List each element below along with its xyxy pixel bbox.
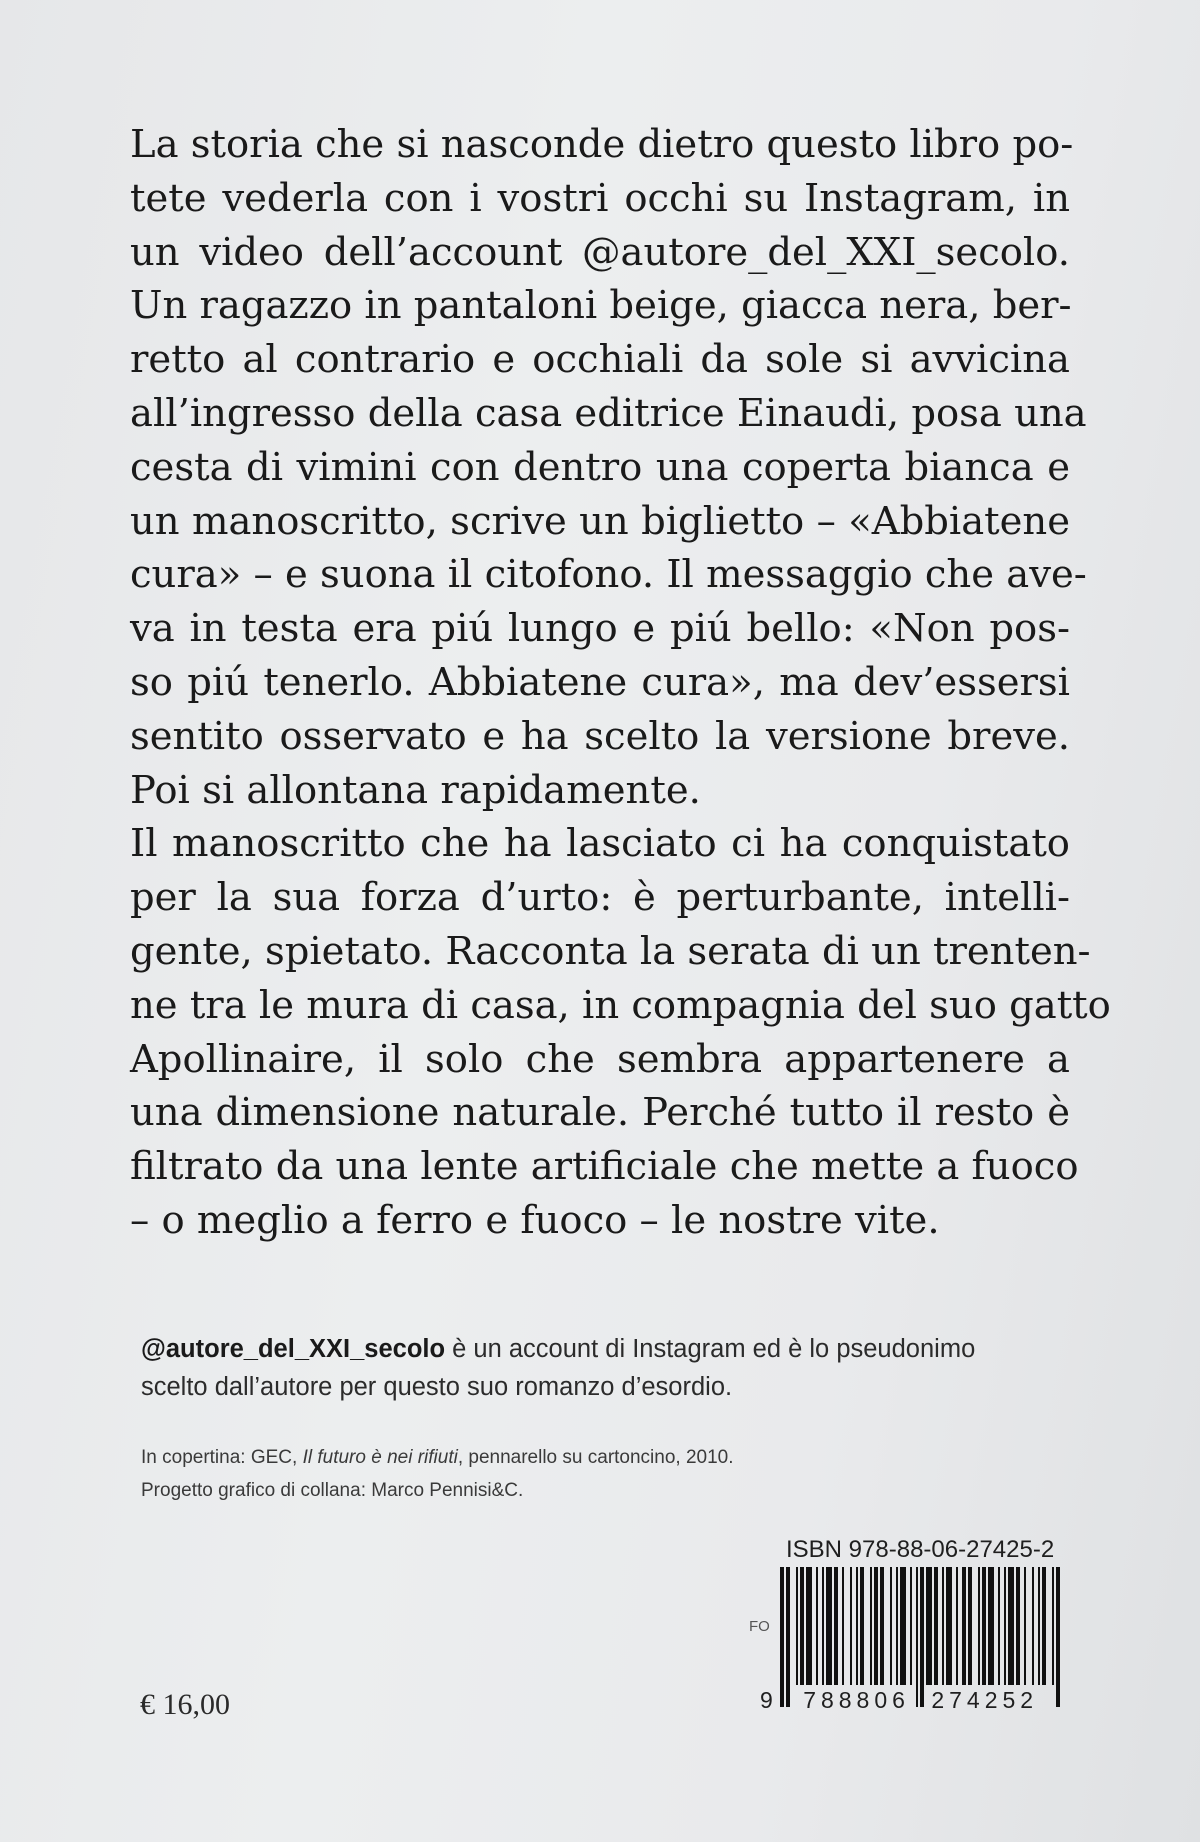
blurb-line: gente, spietato. Racconta la serata di un trenten- (130, 928, 1091, 974)
blurb-line: Il manoscritto che ha lasciato ci ha conquistato (130, 821, 1070, 867)
author-note (141, 1330, 1071, 1406)
blurb-line: La storia che si nasconde dietro questo libro po- (130, 122, 1074, 167)
blurb-line: filtrato da una lente artificiale che mette a fuoco (130, 1144, 1079, 1190)
barcode-digits (760, 1687, 1038, 1714)
fsc-mark: FO (749, 1618, 770, 1635)
blurb-line: Poi si allontana rapidamente. (130, 767, 701, 813)
cover-credit (141, 1441, 1041, 1474)
instagram-handle: @autore_del_XXI_secolo (141, 1335, 446, 1363)
blurb-line: – o meglio a ferro e fuoco – le nostre vite. (130, 1197, 940, 1243)
design-credit: Progetto grafico di collana: Marco Pennisi&C. (141, 1480, 524, 1501)
blurb-line: per la sua forza d’urto: è perturbante, intelli- (130, 875, 1070, 921)
blurb-line: ne tra le mura di casa, in compagnia del suo gatto (130, 982, 1111, 1028)
cover-credit-suffix: , pennarello su cartoncino, 2010. (457, 1447, 734, 1468)
blurb-line: tete vederla con i vostri occhi su Instagram, in (130, 175, 1070, 221)
barcode-digits-left: 788806 (803, 1687, 910, 1713)
blurb-line: retto al contrario e occhiali da sole si avvicina (130, 337, 1070, 383)
blurb-line: una dimensione naturale. Perché tutto il resto è (130, 1090, 1070, 1136)
barcode-digits-right: 274252 (931, 1687, 1039, 1713)
blurb-line: va in testa era piú lungo e piú bello: «Non pos- (130, 606, 1070, 652)
barcode-digit-first: 9 (760, 1687, 778, 1713)
cover-credit-prefix: In copertina: GEC, (141, 1447, 303, 1468)
blurb-line: Apollinaire, il solo che sembra appartenere a (130, 1036, 1070, 1082)
price: € 16,00 (140, 1688, 230, 1721)
author-note-text: è un account di Instagram ed è lo pseudonimo (445, 1335, 976, 1363)
blurb-line: all’ingresso della casa editrice Einaudi, posa una (130, 390, 1087, 436)
blurb-line: sentito osservato e ha scelto la versione breve. (130, 713, 1070, 759)
blurb-line: Un ragazzo in pantaloni beige, giacca nera, ber- (130, 283, 1072, 329)
blurb-line: un manoscritto, scrive un biglietto – «Abbiatene (130, 498, 1070, 544)
blurb-line: un video dell’account @autore_del_XXI_secolo. (130, 229, 1070, 275)
cover-artwork-title: Il futuro è nei rifiuti (302, 1447, 458, 1468)
credits (141, 1441, 1041, 1507)
blurb-line: so piú tenerlo. Abbiatene cura», ma dev’essersi (130, 659, 1070, 705)
blurb-line: cura» – e suona il citofono. Il messaggio che ave- (130, 552, 1087, 598)
author-note-line: scelto dall’autore per questo suo romanzo d’esordio. (141, 1373, 733, 1401)
blurb-text (130, 118, 1111, 1248)
author-note-line (141, 1330, 1071, 1368)
isbn-label: ISBN 978-88-06-27425-2 (786, 1536, 1055, 1563)
barcode-icon (780, 1567, 1062, 1707)
blurb-line: cesta di vimini con dentro una coperta bianca e (130, 444, 1070, 490)
